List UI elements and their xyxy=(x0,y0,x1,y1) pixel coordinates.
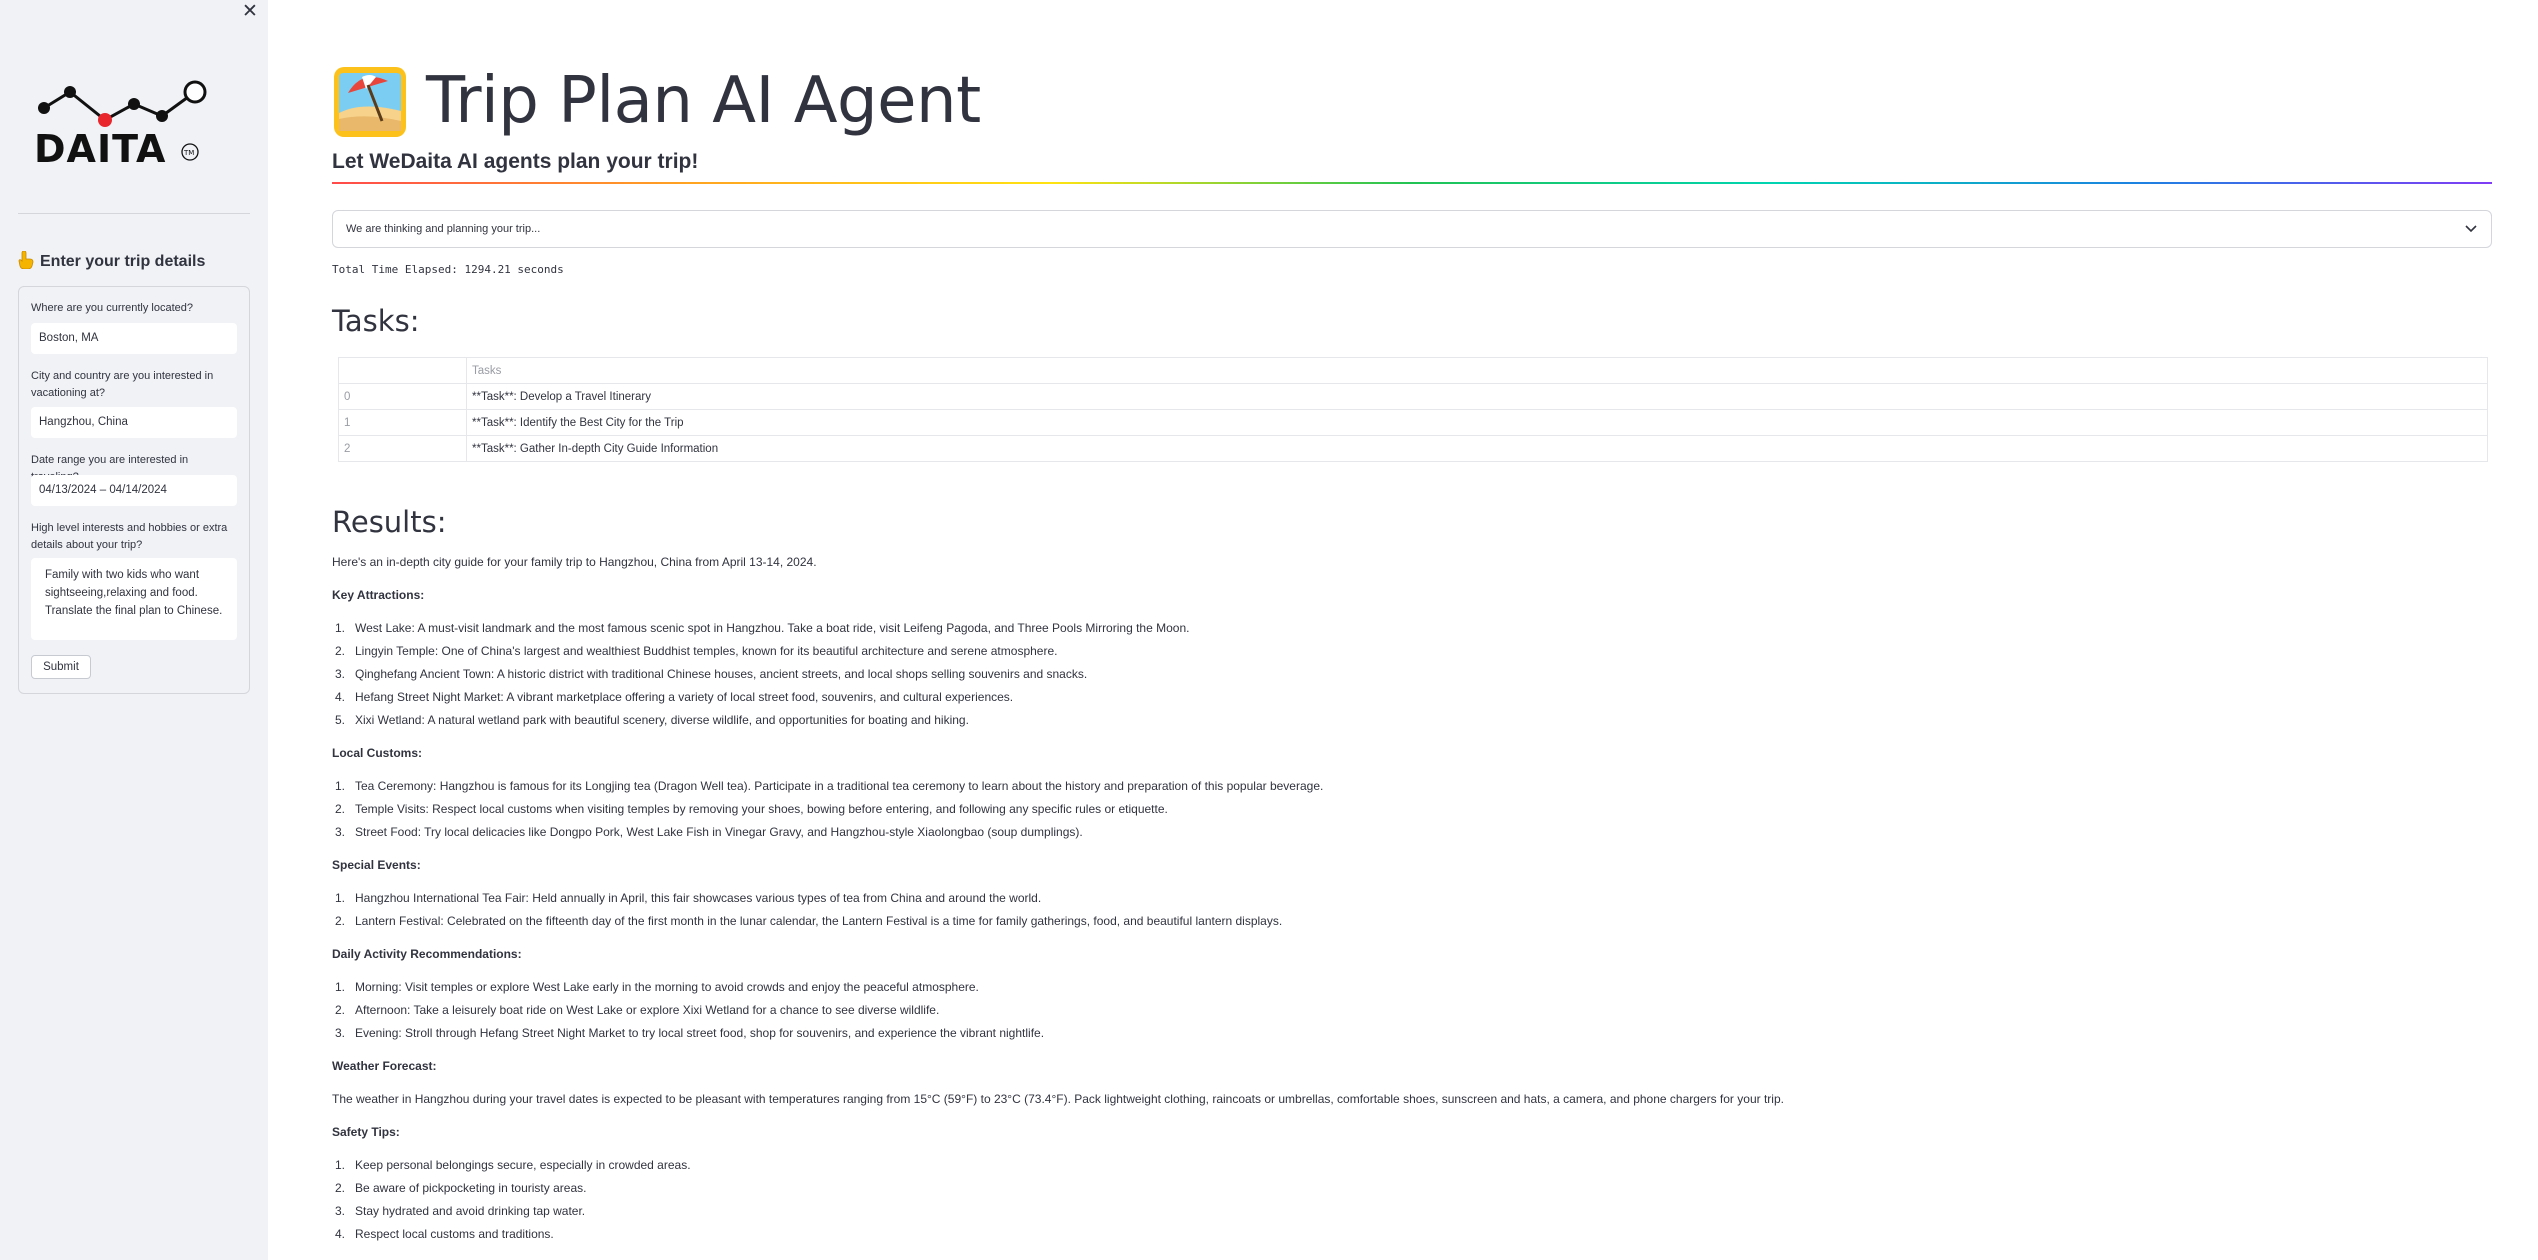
row-index: 0 xyxy=(339,384,467,410)
sidebar xyxy=(0,0,268,1260)
task-cell: **Task**: Identify the Best City for the Trip xyxy=(467,410,2488,436)
index-header xyxy=(339,358,467,384)
main-content xyxy=(268,0,2538,1260)
list-item: 3. Street Food: Try local delicacies like Dongpo Pork, West Lake Fish in Vinegar Gravy, and Hangzhou-style Xiaolongbao (soup dumplings). xyxy=(335,825,1083,839)
list-item: 2. Be aware of pickpocketing in touristy areas. xyxy=(335,1181,587,1195)
daily-activities-heading: Daily Activity Recommendations: xyxy=(332,947,522,961)
page-title xyxy=(332,62,981,140)
page-title-text: Trip Plan AI Agent xyxy=(426,64,981,138)
list-item: 2. Lantern Festival: Celebrated on the fifteenth day of the first month in the lunar calendar, the Lantern Festival is a time for family gatherings, food, and beautiful lantern displays. xyxy=(335,914,1283,928)
chevron-down-icon[interactable] xyxy=(2465,211,2477,247)
local-customs-heading: Local Customs: xyxy=(332,746,423,760)
sidebar-divider xyxy=(18,213,250,214)
rainbow-divider xyxy=(332,182,2492,184)
sidebar-header xyxy=(18,250,205,274)
table-row[interactable] xyxy=(339,436,2488,462)
origin-label: Where are you currently located? xyxy=(31,302,194,314)
special-events-heading: Special Events: xyxy=(332,858,421,872)
weather-heading: Weather Forecast: xyxy=(332,1059,437,1073)
row-index: 1 xyxy=(339,410,467,436)
list-item: 5. Xixi Wetland: A natural wetland park with beautiful scenery, diverse wildlife, and opportunities for boating and hiking. xyxy=(335,713,969,727)
table-header-row xyxy=(339,358,2488,384)
list-item: 3. Evening: Stroll through Hefang Street Night Market to try local street food, shop for souvenirs, and experience the vibrant nightlife. xyxy=(335,1026,1045,1040)
results-body xyxy=(332,551,2482,1246)
tasks-column-header: Tasks xyxy=(467,358,2488,384)
interests-label: High level interests and hobbies or extra details about your trip? xyxy=(31,522,228,551)
trip-details-form xyxy=(18,286,250,694)
list-item: 4. Hefang Street Night Market: A vibrant marketplace offering a variety of local street food, souvenirs, and cultural experiences. xyxy=(335,690,1014,704)
results-heading: Results: xyxy=(332,505,447,539)
results-intro: Here's an in-depth city guide for your family trip to Hangzhou, China from April 13-14, 2024. xyxy=(332,555,817,569)
list-item: 2. Temple Visits: Respect local customs when visiting temples by removing your shoes, bowing before entering, and following any specific rules or etiquette. xyxy=(335,802,1168,816)
date-range-input[interactable]: 04/13/2024 – 04/14/2024 xyxy=(31,475,237,506)
list-item: 4. Respect local customs and traditions. xyxy=(335,1227,554,1241)
list-item: 1. Keep personal belongings secure, especially in crowded areas. xyxy=(335,1158,691,1172)
daita-logo xyxy=(32,76,207,173)
list-item: 2. Afternoon: Take a leisurely boat ride on West Lake or explore Xixi Wetland for a chance to see diverse wildlife. xyxy=(335,1003,940,1017)
page-subtitle: Let WeDaita AI agents plan your trip! xyxy=(332,150,699,173)
close-sidebar-button[interactable]: ✕ xyxy=(242,1,258,22)
status-expander[interactable] xyxy=(332,210,2492,248)
list-item: 2. Lingyin Temple: One of China's largest and wealthiest Buddhist temples, known for its beautiful architecture and serene atmosphere. xyxy=(335,644,1058,658)
key-attractions-heading: Key Attractions: xyxy=(332,588,425,602)
list-item: 1. Morning: Visit temples or explore West Lake early in the morning to avoid crowds and enjoy the peaceful atmosphere. xyxy=(335,980,979,994)
dates-label: Date range you are interested in xyxy=(31,454,189,466)
list-item: 1. Hangzhou International Tea Fair: Held annually in April, this fair showcases various types of tea from China and around the world. xyxy=(335,891,1042,905)
list-item: 3. Stay hydrated and avoid drinking tap water. xyxy=(335,1204,586,1218)
table-row[interactable] xyxy=(339,384,2488,410)
destination-label: City and country are you interested in vacationing at? xyxy=(31,370,214,399)
destination-input[interactable]: Hangzhou, China xyxy=(31,407,237,438)
sidebar-header-label: Enter your trip details xyxy=(40,253,206,270)
weather-text: The weather in Hangzhou during your travel dates is expected to be pleasant with temperatures ranging from 15°C (59°F) to 23°C (73.4°F). Pack lightweight clothing, raincoats or umbrellas, comfortable shoes, sunscreen and hats, a camera, and phone chargers for your trip. xyxy=(332,1092,1784,1106)
safety-heading: Safety Tips: xyxy=(332,1125,400,1139)
list-item: 1. West Lake: A must-visit landmark and the most famous scenic spot in Hangzhou. Take a boat ride, visit Leifeng Pagoda, and Three Pools Mirroring the Moon. xyxy=(335,621,1190,635)
task-cell: **Task**: Gather In-depth City Guide Information xyxy=(467,436,2488,462)
tasks-table xyxy=(338,357,2488,462)
expander-label: We are thinking and planning your trip... xyxy=(346,223,541,235)
svg-text:DAITA: DAITA xyxy=(34,127,167,168)
list-item: 3. Qinghefang Ancient Town: A historic district with traditional Chinese houses, ancient streets, and local shops selling souvenirs and snacks. xyxy=(335,667,1088,681)
elapsed-time: Total Time Elapsed: 1294.21 seconds xyxy=(332,263,564,276)
task-cell: **Task**: Develop a Travel Itinerary xyxy=(467,384,2488,410)
list-item: 1. Tea Ceremony: Hangzhou is famous for its Longjing tea (Dragon Well tea). Participate in a traditional tea ceremony to learn about the history and preparation of this popular beverage. xyxy=(335,779,1324,793)
table-row[interactable] xyxy=(339,410,2488,436)
origin-input[interactable]: Boston, MA xyxy=(31,323,237,354)
svg-text:TM: TM xyxy=(184,149,195,157)
row-index: 2 xyxy=(339,436,467,462)
tasks-heading: Tasks: xyxy=(332,304,420,338)
pointing-hand-icon xyxy=(18,251,34,273)
interests-textarea[interactable]: Family with two kids who want sightseeing,relaxing and food. Translate the final plan to Chinese. xyxy=(31,558,237,640)
beach-umbrella-icon xyxy=(332,63,408,139)
submit-button[interactable]: Submit xyxy=(31,655,91,679)
